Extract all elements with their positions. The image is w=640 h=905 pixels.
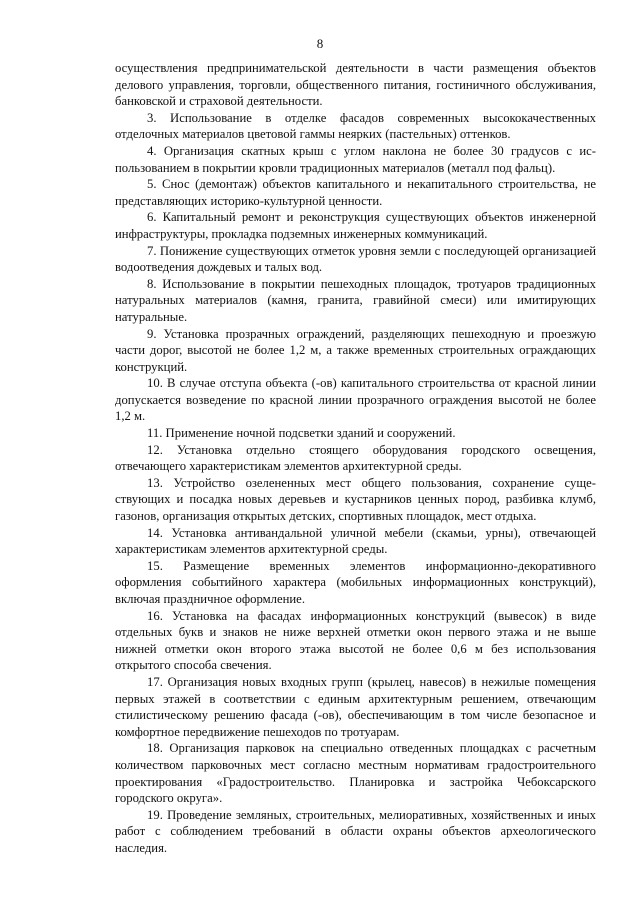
paragraph-item-10: 10. В случае отступа объекта (-ов) капитального строительства от красной линии допускается возведение по красной линии прозрачного ограждения высотой не более 1,2 м. (115, 376, 596, 424)
paragraph-item-6: 6. Капитальный ремонт и реконструкция существующих объектов инженерной инфраструктуры, прокладка подземных инженерных коммуникаций. (115, 210, 596, 241)
paragraph-item-8: 8. Использование в покрытии пешеходных площадок, тротуаров традиционных натуральных материалов (камня, гранита, гравийной смеси) или имитирующих натуральные. (115, 276, 596, 324)
paragraph-item-7: 7. Понижение существующих отметок уровня земли с последующей организацией водоотведения дождевых и талых вод. (115, 243, 596, 275)
paragraph-item-18: 18. Организация парковок на специально отведенных площадках с расчетным количеством парковочных мест согласно местным нормативам градостроительного проектирования «Градостроительство. Планировка и застройка Чебоксарского городского округа». (115, 741, 596, 806)
paragraph-item-14: 14. Установка антивандальной уличной мебели (скамьи, урны), отвечающей характеристикам элементов архитектурной среды. (115, 525, 596, 557)
paragraph-item-9: 9. Установка прозрачных ограждений, разделяющих пешеходную и проезжую части дорог, высотой не более 1,2 м, а также временных строительных ограждающих конструкций. (115, 326, 596, 374)
paragraph-item-12: 12. Установка отдельно стоящего оборудования городского освещения, отвечающего характеристикам элементов архитектурной среды. (115, 442, 596, 474)
paragraph-item-17: 17. Организация новых входных групп (крылец, навесов) в нежилые помещения первых этажей в соответствии с единым архитектурным решением, отвечающим стилистическому решению фасада (-ов), обеспечивающим в том числе безопасное и комфортное передвижение пешеходов по тротуарам. (115, 674, 596, 739)
paragraph-item-4: 4. Организация скатных крыш с углом наклона не более 30 градусов с использованием в покрытии кровли традиционных материалов (металл под фальц). (115, 143, 596, 175)
paragraph-item-13: 13. Устройство озелененных мест общего пользования, сохранение существующих и посадка новых деревьев и кустарников ценных пород, разбивка клумб, газонов, организация открытых детских, спортивных площадок, мест отдыха. (115, 475, 596, 524)
page-number: 8 (316, 36, 324, 51)
paragraph-item-16: 16. Установка на фасадах информационных конструкций (вывесок) в виде отдельных букв и знаков не ниже верхней отметки окон первого этажа и не выше нижней отметки окон второго этажа высотой не более 0,6 м без использования открытого способа свечения. (115, 608, 596, 673)
paragraph-item-19: 19. Проведение земляных, строительных, мелиоративных, хозяйственных и иных работ с соблюдением требований в области охраны объектов археологического наследия. (115, 807, 596, 855)
paragraph-item-15: 15. Размещение временных элементов информационно-декоративного оформления событийного характера (мобильных информационных конструкций), включая праздничное оформление. (115, 558, 596, 606)
paragraph-item-5: 5. Снос (демонтаж) объектов капитального и некапитального строительства, не представляющих историко-культурной ценности. (115, 177, 596, 208)
paragraph-item-11: 11. Применение ночной подсветки зданий и сооружений. (147, 426, 456, 441)
document-body (115, 60, 596, 857)
paragraph-continuation: осуществления предпринимательской деятельности в части размещения объектов делового управления, торговли, общественного питания, гостиничного обслуживания, банковской и страховой деятельности. (115, 61, 596, 109)
paragraph-item-3: 3. Использование в отделке фасадов современных высококачественных отделочных материалов цветовой гаммы неярких (пастельных) оттенков. (115, 110, 596, 142)
